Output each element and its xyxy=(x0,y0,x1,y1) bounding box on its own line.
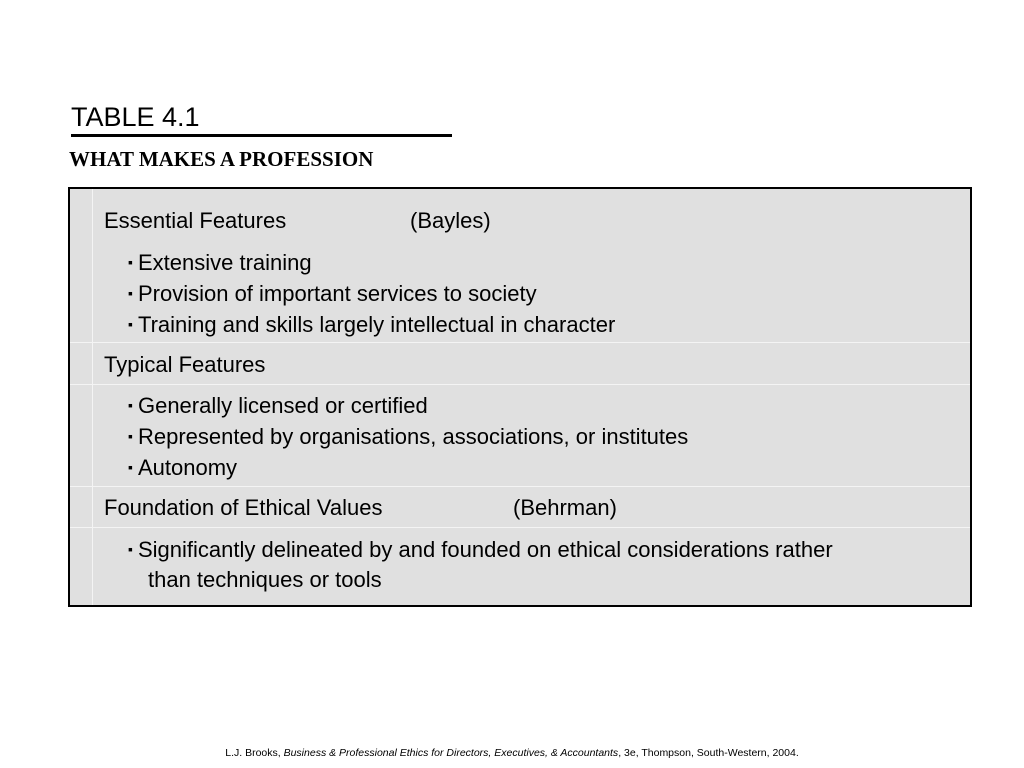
list-item xyxy=(128,310,615,339)
section-heading-typical-features xyxy=(104,351,265,379)
row-divider xyxy=(70,486,970,487)
list-item-text: Training and skills largely intellectual in character xyxy=(137,312,616,337)
column-divider xyxy=(92,189,93,605)
row-divider xyxy=(70,384,970,385)
bullet-icon: ▪ xyxy=(128,254,133,270)
bullet-icon: ▪ xyxy=(128,285,133,301)
list-item-text: Represented by organisations, associations, or institutes xyxy=(137,424,689,449)
table-number: TABLE 4.1 xyxy=(71,102,200,132)
bullet-icon: ▪ xyxy=(128,541,133,557)
list-item xyxy=(128,422,688,451)
citation-book-title: Business & Professional Ethics for Directors, Executives, & Accountants xyxy=(283,747,619,759)
section-source-behrman: (Behrman) xyxy=(513,495,617,520)
list-item-continuation: than techniques or tools xyxy=(148,567,382,592)
list-item xyxy=(128,279,537,308)
bullet-icon: ▪ xyxy=(128,397,133,413)
citation-publisher: , 3e, Thompson, South-Western, 2004. xyxy=(618,747,799,759)
list-item-text: Provision of important services to society xyxy=(137,281,537,306)
bullet-icon: ▪ xyxy=(128,316,133,332)
section-heading-label: Typical Features xyxy=(104,352,266,377)
section-heading-essential-features xyxy=(104,207,491,235)
section-heading-label: Foundation of Ethical Values xyxy=(104,495,383,520)
bullet-icon: ▪ xyxy=(128,459,133,475)
section-heading-foundation-of-ethical-values xyxy=(104,494,617,522)
row-divider xyxy=(70,342,970,343)
section-source-bayles: (Bayles) xyxy=(410,208,491,233)
section-heading-label: Essential Features xyxy=(104,208,287,233)
list-item xyxy=(128,391,428,420)
list-item-text: Significantly delineated by and founded on ethical considerations rather xyxy=(137,537,833,562)
citation-author: L.J. Brooks, xyxy=(225,747,284,759)
list-item-text: Autonomy xyxy=(137,455,238,480)
list-item-text: Generally licensed or certified xyxy=(137,393,428,418)
profession-table xyxy=(68,187,972,607)
list-item-text: Extensive training xyxy=(137,250,312,275)
list-item xyxy=(128,535,833,564)
list-item xyxy=(128,453,237,482)
row-divider xyxy=(70,527,970,528)
bullet-icon: ▪ xyxy=(128,428,133,444)
source-citation xyxy=(0,746,1024,760)
list-item xyxy=(128,248,312,277)
table-title: WHAT MAKES A PROFESSION xyxy=(69,147,374,171)
title-underline xyxy=(71,134,452,137)
